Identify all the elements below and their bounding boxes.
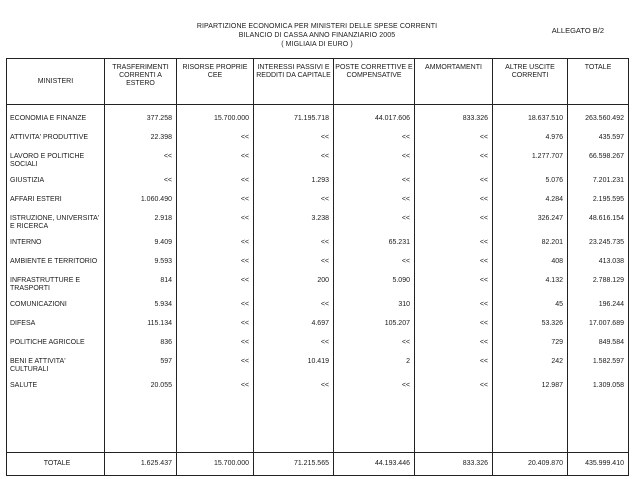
value-cell: << [415,339,493,358]
value-cell: << [415,215,493,239]
ministry-name: ISTRUZIONE, UNIVERSITA' E RICERCA [7,215,105,239]
total-cell: 2.195.595 [568,196,629,215]
value-cell: << [334,177,415,196]
table-row [7,239,629,258]
value-cell: << [177,382,254,401]
total-label: TOTALE [7,453,105,476]
value-cell: << [254,339,334,358]
ministry-name: BENI E ATTIVITA' CULTURALI [7,358,105,382]
value-cell: << [415,258,493,277]
value-cell: 18.637.510 [493,115,568,134]
table-row [7,358,629,382]
total-cell: 2.788.129 [568,277,629,301]
table-row [7,153,629,177]
table-row [7,215,629,239]
value-cell: << [415,153,493,177]
value-cell: << [254,196,334,215]
value-cell: << [334,134,415,153]
empty-cell [415,105,493,116]
value-cell: 12.987 [493,382,568,401]
value-cell: 408 [493,258,568,277]
value-cell: << [177,239,254,258]
column-header-ministeri: MINISTERI [7,59,105,105]
value-cell: 597 [105,358,177,382]
value-cell: 1.277.707 [493,153,568,177]
value-cell: << [415,358,493,382]
total-row [7,453,629,476]
ministry-name: AMBIENTE E TERRITORIO [7,258,105,277]
value-cell: << [105,177,177,196]
ministry-name: SALUTE [7,382,105,401]
value-cell: << [415,320,493,339]
document-header [6,22,628,49]
total-cell: 7.201.231 [568,177,629,196]
value-cell: << [177,134,254,153]
value-cell: 5.076 [493,177,568,196]
value-cell: << [254,134,334,153]
value-cell: << [334,196,415,215]
allegato-label: ALLEGATO B/2 [551,26,604,35]
value-cell: 833.326 [415,115,493,134]
empty-cell [334,401,415,453]
header-title: RIPARTIZIONE ECONOMICA PER MINISTERI DELLE SPESE CORRENTI [196,23,438,30]
column-header-poste-correttive: POSTE CORRETTIVE E COMPENSATIVE [334,59,415,105]
value-cell: << [334,382,415,401]
value-cell: << [177,177,254,196]
value-cell: 5.934 [105,301,177,320]
empty-cell [254,105,334,116]
value-cell: << [415,134,493,153]
grand-total-value: 435.999.410 [568,453,629,476]
value-cell: 115.134 [105,320,177,339]
table-row [7,177,629,196]
expense-table [6,58,629,476]
value-cell: << [254,153,334,177]
total-value: 44.193.446 [334,453,415,476]
column-header-ammortamenti: AMMORTAMENTI [415,59,493,105]
value-cell: << [177,215,254,239]
value-cell: 20.055 [105,382,177,401]
value-cell: 44.017.606 [334,115,415,134]
value-cell: << [415,382,493,401]
spacer-row [7,105,629,116]
table-row [7,196,629,215]
value-cell: 5.090 [334,277,415,301]
total-cell: 196.244 [568,301,629,320]
total-cell: 435.597 [568,134,629,153]
total-cell: 849.584 [568,339,629,358]
total-value: 1.625.437 [105,453,177,476]
value-cell: 22.398 [105,134,177,153]
empty-cell [568,105,629,116]
value-cell: << [105,153,177,177]
value-cell: << [334,215,415,239]
empty-cell [493,401,568,453]
ministry-name: INTERNO [7,239,105,258]
total-cell: 1.582.597 [568,358,629,382]
value-cell: 105.207 [334,320,415,339]
table-row [7,382,629,401]
column-header-totale: TOTALE [568,59,629,105]
ministry-name: ECONOMIA E FINANZE [7,115,105,134]
table-header-row [7,59,629,105]
value-cell: 326.247 [493,215,568,239]
value-cell: 10.419 [254,358,334,382]
value-cell: 9.593 [105,258,177,277]
value-cell: 814 [105,277,177,301]
total-cell: 23.245.735 [568,239,629,258]
value-cell: << [177,320,254,339]
total-cell: 263.560.492 [568,115,629,134]
value-cell: << [415,196,493,215]
value-cell: 4.132 [493,277,568,301]
value-cell: 2 [334,358,415,382]
ministry-name: INFRASTRUTTURE E TRASPORTI [7,277,105,301]
table-row [7,301,629,320]
value-cell: << [177,339,254,358]
value-cell: << [254,239,334,258]
ministry-name: POLITICHE AGRICOLE [7,339,105,358]
value-cell: << [334,153,415,177]
value-cell: 377.258 [105,115,177,134]
value-cell: 45 [493,301,568,320]
empty-cell [105,105,177,116]
total-value: 833.326 [415,453,493,476]
value-cell: << [254,382,334,401]
ministry-name: GIUSTIZIA [7,177,105,196]
value-cell: << [177,358,254,382]
value-cell: << [334,339,415,358]
value-cell: 200 [254,277,334,301]
value-cell: << [415,177,493,196]
ministry-name: DIFESA [7,320,105,339]
value-cell: 4.697 [254,320,334,339]
value-cell: 2.918 [105,215,177,239]
empty-cell [568,401,629,453]
value-cell: << [177,153,254,177]
header-subtitle: BILANCIO DI CASSA ANNO FINANZIARIO 2005 [238,32,396,39]
total-cell: 48.616.154 [568,215,629,239]
ministry-name: AFFARI ESTERI [7,196,105,215]
empty-cell [7,401,105,453]
value-cell: << [254,301,334,320]
empty-cell [7,105,105,116]
column-header-trasferimenti: TRASFERIMENTI CORRENTI A ESTERO [105,59,177,105]
value-cell: << [177,258,254,277]
total-cell: 413.038 [568,258,629,277]
value-cell: << [334,258,415,277]
empty-cell [177,105,254,116]
value-cell: 71.195.718 [254,115,334,134]
value-cell: << [415,301,493,320]
value-cell: 9.409 [105,239,177,258]
table-row [7,339,629,358]
empty-cell [334,105,415,116]
value-cell: << [254,258,334,277]
value-cell: 836 [105,339,177,358]
empty-cell [415,401,493,453]
value-cell: 1.293 [254,177,334,196]
filler-row [7,401,629,453]
header-units: ( MIGLIAIA DI EURO ) [281,41,353,48]
document-sheet [6,6,628,476]
value-cell: 53.326 [493,320,568,339]
value-cell: 4.284 [493,196,568,215]
empty-cell [493,105,568,116]
table-row [7,258,629,277]
value-cell: << [415,277,493,301]
total-cell: 1.309.058 [568,382,629,401]
table-row [7,277,629,301]
table-row [7,115,629,134]
ministry-name: COMUNICAZIONI [7,301,105,320]
total-value: 20.409.870 [493,453,568,476]
value-cell: << [177,301,254,320]
value-cell: 242 [493,358,568,382]
total-value: 15.700.000 [177,453,254,476]
total-cell: 66.598.267 [568,153,629,177]
value-cell: << [177,196,254,215]
value-cell: 3.238 [254,215,334,239]
value-cell: 1.060.490 [105,196,177,215]
total-cell: 17.007.689 [568,320,629,339]
column-header-altre-uscite: ALTRE USCITE CORRENTI [493,59,568,105]
value-cell: 729 [493,339,568,358]
ministry-name: ATTIVITA' PRODUTTIVE [7,134,105,153]
value-cell: 15.700.000 [177,115,254,134]
value-cell: 4.976 [493,134,568,153]
value-cell: 65.231 [334,239,415,258]
value-cell: << [415,239,493,258]
total-value: 71.215.565 [254,453,334,476]
column-header-risorse-cee: RISORSE PROPRIE CEE [177,59,254,105]
value-cell: 310 [334,301,415,320]
value-cell: << [177,277,254,301]
empty-cell [177,401,254,453]
value-cell: 82.201 [493,239,568,258]
empty-cell [105,401,177,453]
table-row [7,134,629,153]
empty-cell [254,401,334,453]
column-header-interessi: INTERESSI PASSIVI E REDDITI DA CAPITALE [254,59,334,105]
table-row [7,320,629,339]
ministry-name: LAVORO E POLITICHE SOCIALI [7,153,105,177]
